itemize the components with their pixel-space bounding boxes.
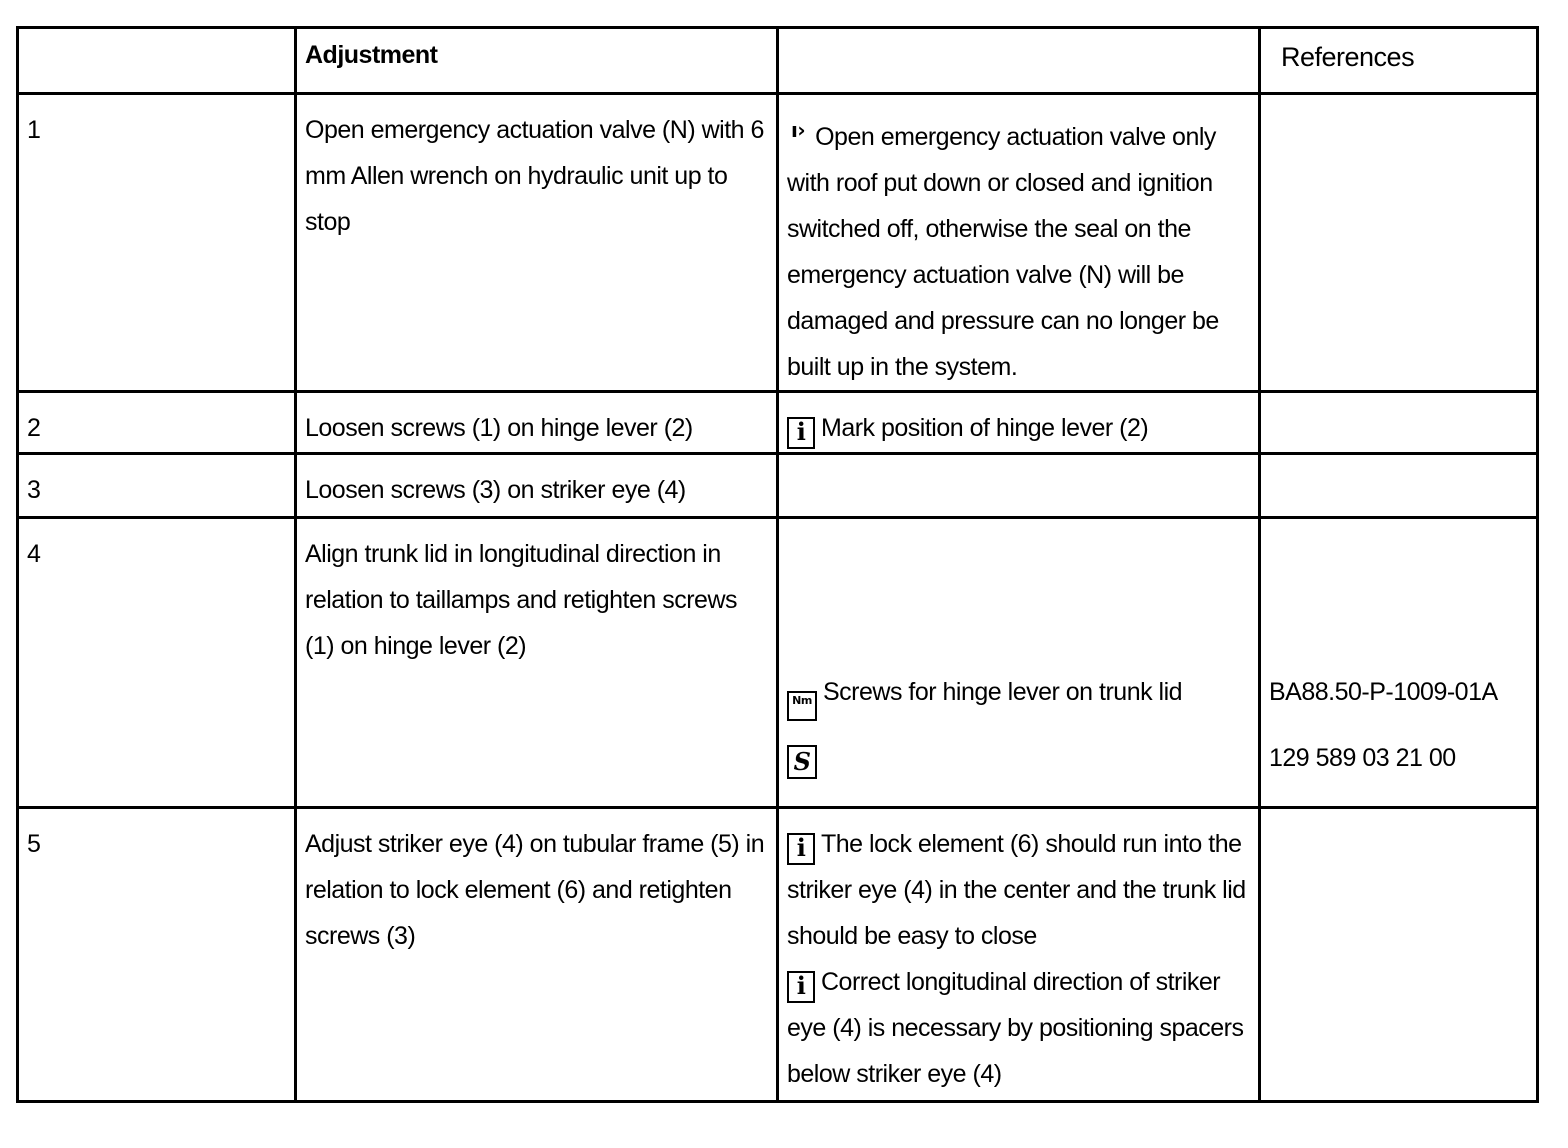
step-number: 2	[18, 392, 296, 454]
special-tool-icon: S	[787, 745, 817, 779]
info-icon: i	[787, 417, 815, 449]
step-number: 3	[18, 454, 296, 518]
step-reference	[1260, 94, 1538, 392]
table-row	[18, 454, 1538, 518]
header-number	[18, 28, 296, 94]
step-note-text: The lock element (6) should run into the striker eye (4) in the center and the trunk lid should be easy to close	[787, 830, 1246, 950]
step-reference	[1260, 518, 1538, 808]
header-adjustment: Adjustment	[296, 28, 778, 94]
step-adjustment: Open emergency actuation valve (N) with 6 mm Allen wrench on hydraulic unit up to stop	[296, 94, 778, 392]
table-row	[18, 808, 1538, 1102]
table-row	[18, 94, 1538, 392]
step-note	[778, 392, 1260, 454]
step-note-text: Open emergency actuation valve only with roof put down or closed and ignition switched off, otherwise the seal on the emergency actuation valve (N) will be damaged and pressure can no longer be built up in the system.	[787, 123, 1219, 381]
info-icon: i	[787, 971, 815, 1003]
step-adjustment: Adjust striker eye (4) on tubular frame (5) in relation to lock element (6) and retighten screws (3)	[296, 808, 778, 1102]
step-number: 4	[18, 518, 296, 808]
header-row	[18, 28, 1538, 94]
step-note-text: Correct longitudinal direction of striker eye (4) is necessary by positioning spacers below striker eye (4)	[787, 968, 1244, 1088]
table-row	[18, 392, 1538, 454]
step-note-text: Screws for hinge lever on trunk lid	[823, 678, 1183, 706]
table-row	[18, 518, 1538, 808]
header-notes	[778, 28, 1260, 94]
header-references: References	[1260, 28, 1538, 94]
step-adjustment: Loosen screws (1) on hinge lever (2)	[296, 392, 778, 454]
warning-arrow-icon: ı›	[791, 118, 806, 142]
step-note	[778, 454, 1260, 518]
info-icon: i	[787, 833, 815, 865]
step-note	[778, 518, 1260, 808]
step-note	[778, 808, 1260, 1102]
procedure-table	[16, 26, 1539, 1103]
reference-tool-number: 129 589 03 21 00	[1269, 744, 1456, 772]
reference-document: BA88.50-P-1009-01A	[1269, 678, 1498, 706]
torque-nm-icon: Nm	[787, 691, 817, 721]
step-note	[778, 94, 1260, 392]
step-number: 1	[18, 94, 296, 392]
step-adjustment: Loosen screws (3) on striker eye (4)	[296, 454, 778, 518]
step-adjustment: Align trunk lid in longitudinal direction in relation to taillamps and retighten screws (1) on hinge lever (2)	[296, 518, 778, 808]
step-reference	[1260, 808, 1538, 1102]
step-reference	[1260, 454, 1538, 518]
step-number: 5	[18, 808, 296, 1102]
step-note-text: Mark position of hinge lever (2)	[821, 414, 1149, 442]
step-reference	[1260, 392, 1538, 454]
